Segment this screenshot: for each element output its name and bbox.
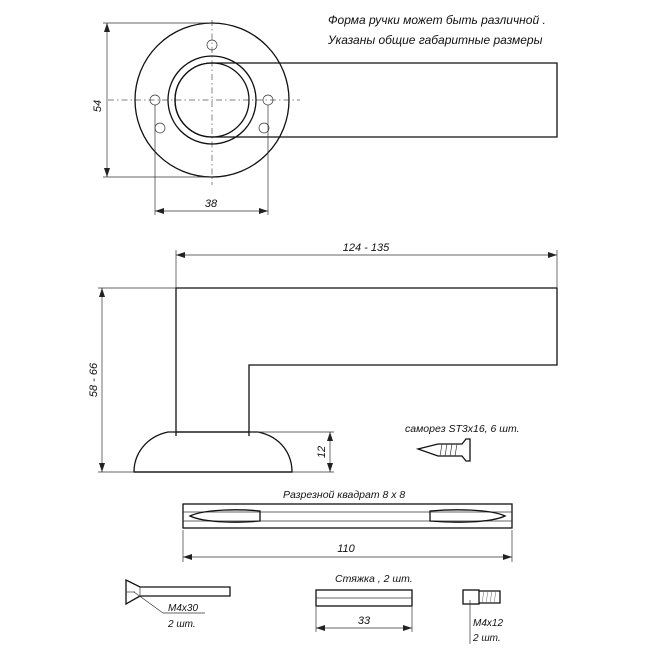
spindle-part — [183, 489, 512, 562]
bolt-m4x12-qty: 2 шт. — [473, 633, 501, 644]
notes-block — [327, 13, 546, 47]
dimension-110 — [183, 530, 512, 562]
mounting-hole — [155, 123, 165, 133]
screw-part — [405, 423, 520, 461]
spindle-label: Разрезной квадрат 8 x 8 — [283, 489, 406, 501]
top-view — [92, 20, 557, 215]
dimension-12-label: 12 — [316, 445, 328, 459]
dimension-58-66 — [88, 288, 176, 472]
bolt-m4x12-size: M4x12 — [473, 618, 504, 629]
dimension-38-label: 38 — [204, 198, 218, 210]
dimension-124-135-label: 124 - 135 — [342, 242, 390, 254]
dimension-124-135 — [176, 242, 557, 288]
lever-side-profile — [176, 288, 557, 436]
screw-label: саморез ST3x16, 6 шт. — [405, 423, 520, 435]
bolt-m4x30-size: M4x30 — [168, 603, 199, 614]
dimension-54-label: 54 — [92, 99, 104, 113]
bolt-m4x30-icon — [126, 580, 230, 604]
connector-part — [316, 573, 413, 632]
dimension-110-label: 110 — [337, 543, 355, 555]
screw-icon — [418, 439, 470, 461]
bolt-m4x30-part — [126, 580, 230, 630]
note-line-1: Форма ручки может быть различной . — [328, 13, 546, 27]
bolt-m4x30-qty: 2 шт. — [168, 619, 196, 630]
spindle-icon — [183, 504, 512, 528]
side-view — [88, 242, 557, 472]
dimension-12 — [258, 432, 334, 472]
note-line-2: Указаны общие габаритные размеры — [328, 33, 543, 47]
rosette-dome-side — [134, 432, 292, 472]
dimension-33-label: 33 — [357, 615, 371, 627]
bolt-m4x12-part — [463, 590, 503, 644]
mounting-hole — [259, 123, 269, 133]
connector-label: Стяжка , 2 шт. — [335, 573, 413, 585]
bolt-m4x12-head-icon — [463, 590, 479, 604]
dimension-33 — [316, 607, 412, 632]
dimension-58-66-label: 58 - 66 — [88, 362, 100, 398]
lever-arm-outline — [212, 63, 557, 137]
